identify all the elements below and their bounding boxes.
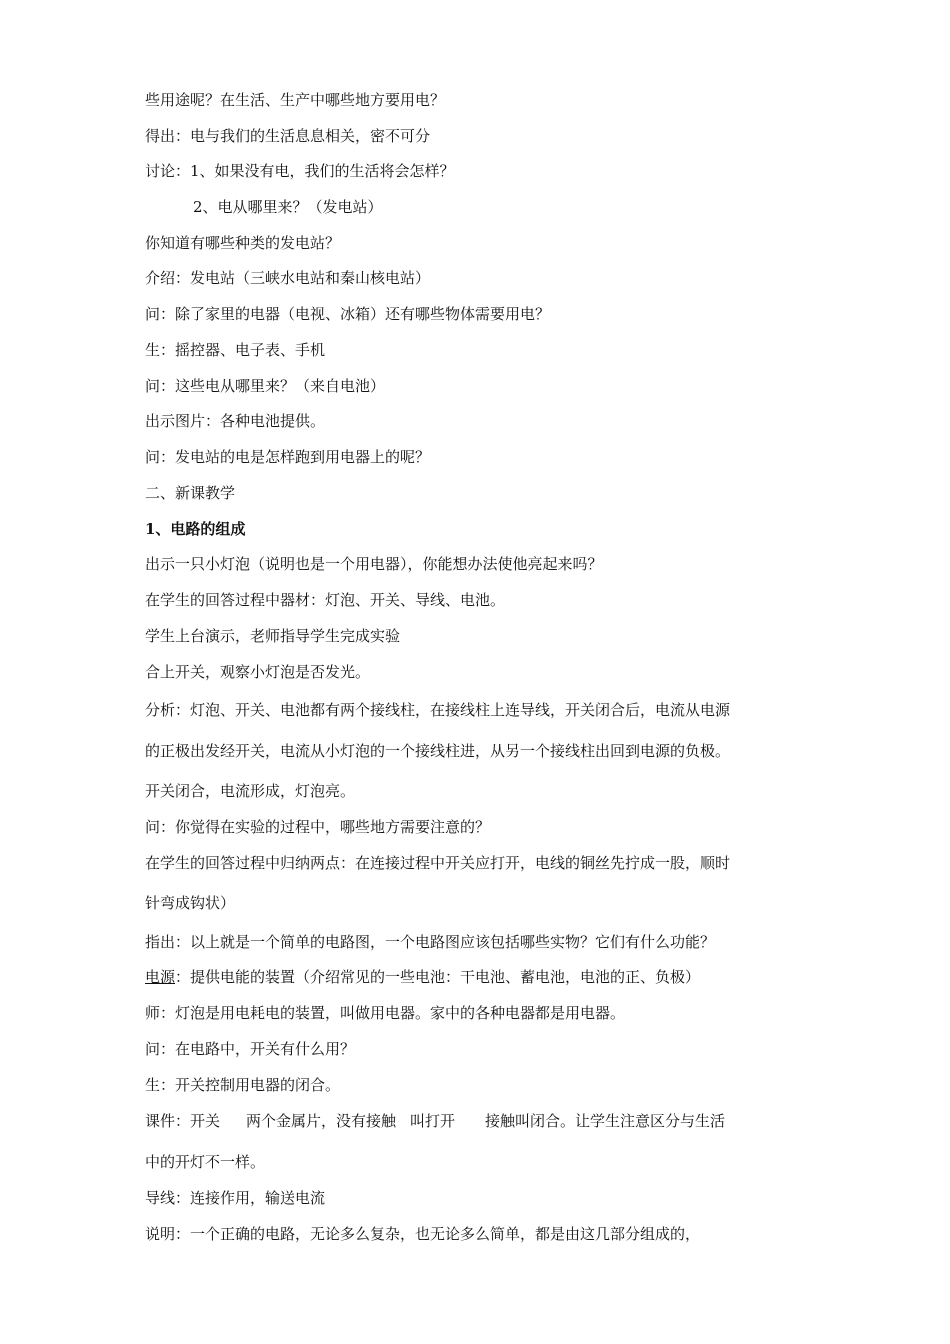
text-line: 问：在电路中，开关有什么用？	[145, 1040, 356, 1058]
text-segment: 叫打开	[410, 1112, 456, 1130]
text-line: 的正极出发经开关，电流从小灯泡的一个接线柱进，从另一个接线柱出回到电源的负极。	[145, 742, 731, 760]
text-segment: ：提供电能的装置（介绍常见的一些电池：干电池、蓄电池，电池的正、负极）	[175, 968, 701, 986]
text-line: 中的开灯不一样。	[145, 1153, 266, 1171]
text-line: 讨论：1、如果没有电，我们的生活将会怎样？	[145, 162, 455, 180]
text-line: 2、电从哪里来？（发电站）	[193, 198, 383, 216]
text-line: 些用途呢？在生活、生产中哪些地方要用电？	[145, 91, 446, 109]
text-segment: 两个金属片，没有接触	[246, 1112, 397, 1130]
text-line: 介绍：发电站（三峡水电站和秦山核电站）	[145, 269, 431, 287]
text-line: 指出：以上就是一个简单的电路图，一个电路图应该包括哪些实物？它们有什么功能？	[145, 933, 716, 951]
text-line: 开关闭合，电流形成，灯泡亮。	[145, 782, 356, 800]
section-heading: 二、新课教学	[145, 484, 236, 502]
text-line: 学生上台演示，老师指导学生完成实验	[145, 627, 401, 645]
text-line: 针弯成钩状）	[145, 894, 236, 912]
text-line: 生：开关控制用电器的闭合。	[145, 1076, 341, 1094]
text-line: 出示一只小灯泡（说明也是一个用电器），你能想办法使他亮起来吗？	[145, 555, 603, 573]
text-line: 问：这些电从哪里来？（来自电池）	[145, 377, 386, 395]
text-segment: 接触叫闭合。让学生注意区分与生活	[485, 1112, 726, 1130]
text-line	[145, 967, 700, 987]
text-segment: 课件：开关	[145, 1112, 221, 1130]
text-line: 在学生的回答过程中器材：灯泡、开关、导线、电池。	[145, 591, 506, 609]
subsection-heading: 1、电路的组成	[145, 520, 246, 538]
text-line: 说明：一个正确的电路，无论多么复杂，也无论多么简单，都是由这几部分组成的，	[145, 1225, 701, 1243]
underlined-term: 电源	[145, 968, 176, 986]
text-line: 生：摇控器、电子表、手机	[145, 341, 326, 359]
text-line: 得出：电与我们的生活息息相关，密不可分	[145, 127, 431, 145]
text-line: 出示图片：各种电池提供。	[145, 412, 326, 430]
text-line: 在学生的回答过程中归纳两点：在连接过程中开关应打开，电线的铜丝先拧成一股，顺时	[145, 854, 731, 872]
text-line: 问：发电站的电是怎样跑到用电器上的呢？	[145, 448, 431, 466]
text-line: 问：你觉得在实验的过程中，哪些地方需要注意的？	[145, 818, 491, 836]
text-line: 导线：连接作用，输送电流	[145, 1189, 326, 1207]
text-line: 问：除了家里的电器（电视、冰箱）还有哪些物体需要用电？	[145, 305, 551, 323]
text-line: 师：灯泡是用电耗电的装置，叫做用电器。家中的各种电器都是用电器。	[145, 1004, 626, 1022]
text-line: 你知道有哪些种类的发电站？	[145, 234, 341, 252]
text-line	[145, 1111, 725, 1131]
text-line: 分析：灯泡、开关、电池都有两个接线柱，在接线柱上连导线，开关闭合后，电流从电源	[145, 701, 731, 719]
text-line: 合上开关，观察小灯泡是否发光。	[145, 663, 371, 681]
